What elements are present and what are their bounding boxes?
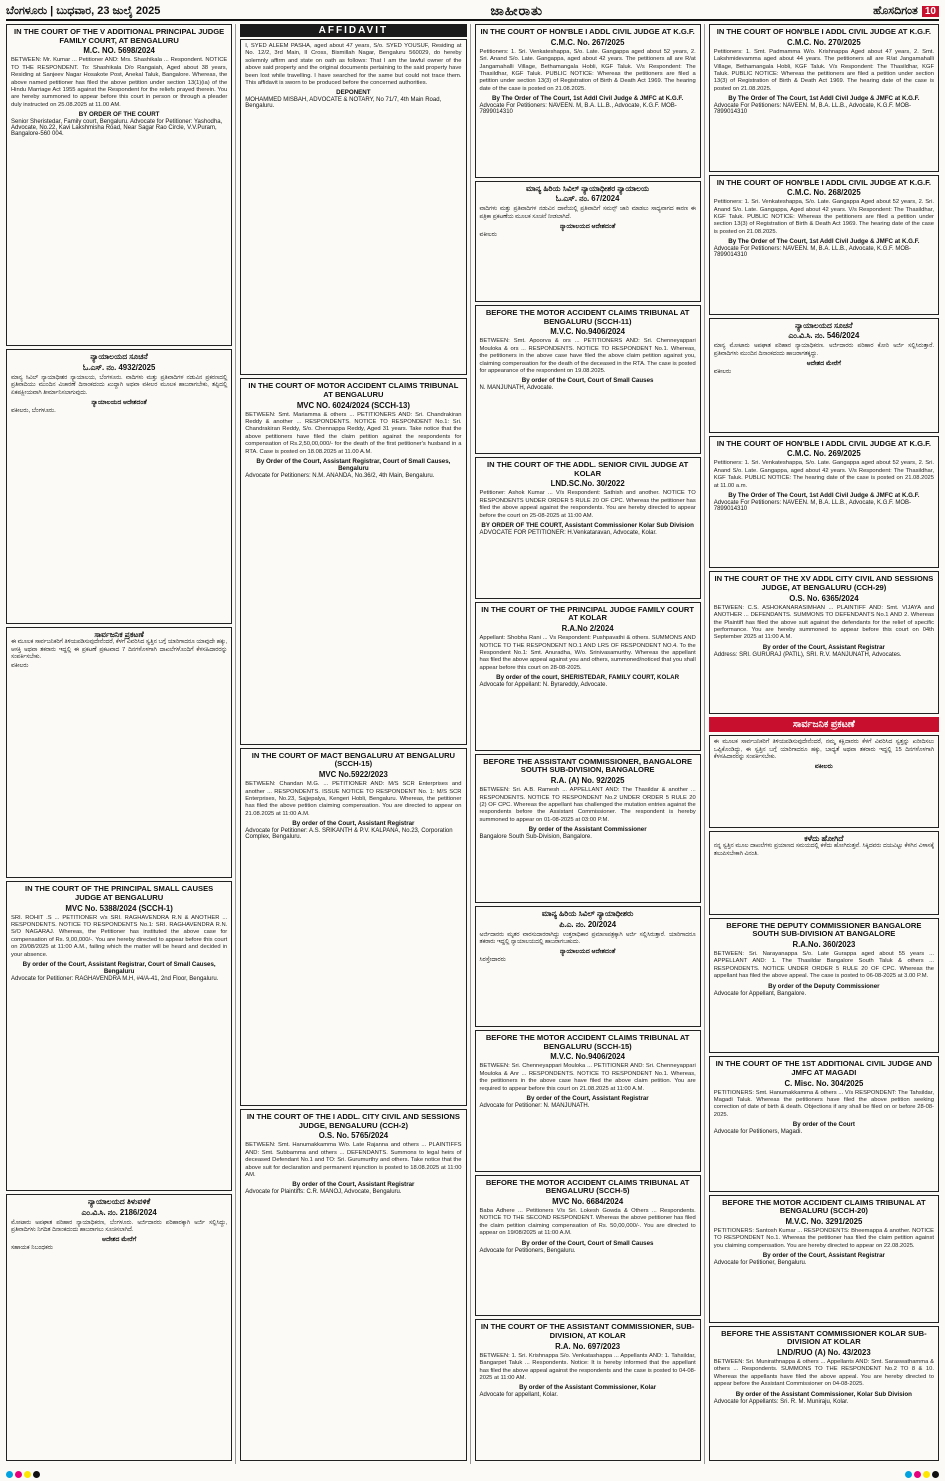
notice-signature: By order of the Assistant Commissioner <box>528 826 647 834</box>
advocate-details: Advocate for Appellant: N. Byrareddy, Advocate. <box>479 682 608 689</box>
notice-signature: By order of the court, SHERISTEDAR, FAMILY COURT, KOLAR <box>496 674 680 682</box>
legal-notice <box>709 24 939 172</box>
advocate-details: ವಕೀಲರು <box>713 369 732 376</box>
cyan-dot <box>905 1471 912 1478</box>
case-number: M.V.C. No.9406/2024 <box>550 327 625 337</box>
notice-heading: IN THE COURT OF MOTOR ACCIDENT CLAIMS TRIBUNAL AT BENGALURU <box>248 381 459 399</box>
notice-signature: By order of the Court, Assistant Registrar <box>292 820 415 828</box>
notice-body: BETWEEN: 1. Sri. Krishnappa S/o. Venkatashappa ... Appellants AND: 1. Tahsildar, Bangarpet Taluk ... Respondents. Notice: It is hereby informed that the appellant has filed the above appeal against the respondents and the case is posted to 04-08-2025 at 11:00 AM. <box>479 1352 696 1381</box>
advocate-details: ಸಿರಸ್ತೇದಾರರು <box>479 957 506 964</box>
notice-signature: By order of the Court, Court of Small Causes <box>521 377 654 385</box>
notice-heading: IN THE COURT OF THE I ADDL. CITY CIVIL AND SESSIONS JUDGE, BENGALURU (CCH-2) <box>246 1111 460 1130</box>
advocate-details: ವಕೀಲರು, ಬೆಂಗಳೂರು. <box>11 407 56 414</box>
legal-notice <box>709 318 939 433</box>
affidavit-band: AFFIDAVIT <box>240 24 466 37</box>
advocate-details: N. MANJUNATH, Advocate. <box>479 385 554 392</box>
notice-heading: IN THE COURT OF THE V ADDITIONAL PRINCIPAL JUDGE FAMILY COURT, AT BENGALURU <box>14 27 225 45</box>
notice-heading: ಸಾರ್ವಜನಿಕ ಪ್ರಕಟಣೆ <box>94 629 144 639</box>
notice-body: PETITIONERS: Santosh Kumar ... RESPONDENTS: Bheemappa & another. NOTICE TO RESPONDENT No.1. Whereas the petitioner has filed the claim petition against you claiming compensation. You are hereby directed to appear on 22.08.2025. <box>713 1227 934 1249</box>
legal-notice <box>475 602 701 751</box>
case-number: C. Misc. No. 304/2025 <box>784 1078 864 1088</box>
notice-body: ಮಾನ್ಯ ಮೋಟಾರು ಅಪಘಾತ ಪರಿಹಾರ ನ್ಯಾಯಾಧಿಕರಣ. ಅರ್ಜಿದಾರರು ಪರಿಹಾರ ಕೋರಿ ಅರ್ಜಿ ಸಲ್ಲಿಸಿರುತ್ತಾರೆ. ಪ್ರತಿವಾದಿಗಳು ಮುಂದಿನ ದಿನಾಂಕದಂದು ಹಾಜರಾಗತಕ್ಕದ್ದು. <box>713 343 934 357</box>
legal-notice <box>709 1326 939 1461</box>
section-band: ಸಾರ್ವಜನಿಕ ಪ್ರಕಟಣೆ <box>709 717 939 732</box>
notice-signature: ಆದೇಶದ ಮೇರೆಗೆ <box>806 360 841 368</box>
advocate-details: ADVOCATE FOR PETITIONER: H.Venkataravan, Advocate, Kolar. <box>479 530 657 537</box>
legal-notice <box>240 1109 466 1461</box>
advocate-details: Advocate for Petitioner, Bengaluru. <box>713 1260 807 1267</box>
legal-notice <box>6 627 232 879</box>
notice-body: I, SYED ALEEM PASHA, aged about 47 years, S/o. SYED YOUSUF, Residing at No. 12/2, 3rd Main, II Cross, Bismillah Nagar, Bengaluru 560029, do hereby solemnly affirm and state on oath as follows: That I am the lawful owner of the above said property and the original documents pertaining to the said property have been lost while travelling. I have searched for the same but could not trace them. This affidavit is sworn to be produced before the concerned authorities. <box>245 43 462 87</box>
case-number: C.M.C. No. 270/2025 <box>787 37 861 47</box>
notice-signature: By order of the Assistant Commissioner, Kolar <box>519 1384 657 1392</box>
legal-notice <box>240 378 466 745</box>
legal-notice <box>709 571 939 714</box>
notice-signature: By order of the Court, Assistant Registrar <box>762 1252 885 1260</box>
advocate-details: Senior Sheristedar, Family court, Bengaluru. Advocate for Petitioner: Yashodha, Advocate, No.22, Kavi Lakshmisha Road, Near Sagar Rao Circle, V.V.Puram, Bangalore-560 004. <box>11 119 223 138</box>
notice-signature: By order of the Court, Assistant Registrar <box>762 643 885 651</box>
advocate-details: Advocate For Petitioners: NAVEEN. M, B.A. LL.B., Advocate, K.G.F. MOB-7899014310 <box>713 246 912 259</box>
case-number: R.A. (A) No. 92/2025 <box>550 776 625 786</box>
case-number: C.M.C. No. 269/2025 <box>787 449 861 459</box>
case-number: M.V.C. No. 3291/2025 <box>785 1216 863 1226</box>
notice-body: ಮೋಟಾರು ಅಪಘಾತ ಪರಿಹಾರ ನ್ಯಾಯಾಧಿಕರಣ, ಬೆಂಗಳೂರು. ಅರ್ಜಿದಾರರು ಪರಿಹಾರಕ್ಕಾಗಿ ಅರ್ಜಿ ಸಲ್ಲಿಸಿದ್ದು, ಪ್ರತಿವಾದಿಗಳು ನಿಗದಿತ ದಿನಾಂಕದಂದು ಹಾಜರಾಗಲು ಸೂಚಿಸಲಾಗಿದೆ. <box>11 1219 228 1233</box>
notice-heading: IN THE COURT OF THE XV ADDL CITY CIVIL AND SESSIONS JUDGE, AT BENGALURU (CCH-29) <box>714 574 934 592</box>
notice-heading: ಮಾನ್ಯ ಹಿರಿಯ ಸಿವಿಲ್ ನ್ಯಾಯಾಧೀಶರ ನ್ಯಾಯಾಲಯ <box>526 183 650 193</box>
notice-heading: IN THE COURT OF THE PRINCIPAL JUDGE FAMILY COURT AT KOLAR <box>481 604 695 623</box>
advocate-details: ಸಹಾಯಕ ನಿಬಂಧಕರು <box>11 1245 53 1252</box>
legal-notice <box>475 1030 701 1172</box>
legal-notice <box>475 1319 701 1461</box>
case-number: O.S. No. 6365/2024 <box>789 593 859 603</box>
legal-notice <box>475 24 701 178</box>
legal-notice <box>475 1175 701 1317</box>
advocate-details: ವಕೀಲರು <box>11 662 29 669</box>
notice-body: BETWEEN: Sri. Narayanappa S/o. Late Gurappa aged about 55 years ... APPELLANT AND: 1. The Thasildar Bangalore South Taluk & others ... RESPONDENTS. NOTICE UNDER ORDER 5 RULE 20 OF CPC. Whereas the appellant has filed the above appeal. The case is posted to 06-08-2025 at 3.00 P.M. <box>713 951 934 980</box>
notice-signature: By order of the Court, Assistant Registrar, Court of Small Causes, Bengaluru <box>22 961 216 976</box>
masthead-paper-name: ಹೊಸದಿಗಂತ <box>873 5 918 17</box>
notice-signature: DEPONENT <box>336 89 371 97</box>
notice-signature: By The Order of The Court, 1st Addl Civil Judge & JMFC at K.G.F. <box>491 95 684 103</box>
case-number: MVC No.5922/2023 <box>318 770 388 780</box>
advocate-details: Advocate For Petitioners: NAVEEN. M, B.A. LL.B., Advocate, K.G.F. MOB-7899014310 <box>713 103 912 116</box>
legal-notice <box>475 906 701 1027</box>
notice-heading: IN THE COURT OF HON'BLE I ADDL CIVIL JUDGE AT K.G.F. <box>480 27 695 36</box>
advocate-details: Advocate for Petitioner: A.S. SRIKANTH & P.V. KALPANA, No.23, Corporation Complex, Bengaluru. <box>245 828 453 841</box>
notice-heading: ನ್ಯಾಯಾಲಯದ ತಿಳುವಳಿಕೆ <box>88 1196 151 1206</box>
advocate-details: Advocate for Plaintiffs: C.R. MANOJ, Advocate, Bengaluru. <box>245 1189 402 1196</box>
case-number: ಓ.ಎಸ್. ನಂ. 4932/2025 <box>82 362 156 372</box>
notice-signature: By Order of the Court, Assistant Registrar, Court of Small Causes, Bengaluru <box>256 458 451 472</box>
advocate-details: ವಕೀಲರು <box>479 232 497 239</box>
case-number: M.V.C. No.9406/2024 <box>550 1052 625 1062</box>
notice-signature: By order of the Assistant Commissioner, Kolar Sub Division <box>735 1390 912 1398</box>
notice-signature: By The Order of The Court, 1st Addl Civil Judge & JMFC at K.G.F. <box>728 491 920 499</box>
legal-notice <box>709 1195 939 1323</box>
case-number: ಎಂ.ವಿ.ಸಿ. ನಂ. 2186/2024 <box>81 1207 157 1217</box>
notice-heading: BEFORE THE ASSISTANT COMMISSIONER KOLAR SUB-DIVISION AT KOLAR <box>721 1328 927 1347</box>
notice-heading: IN THE COURT OF THE PRINCIPAL SMALL CAUSES JUDGE AT BENGALURU <box>25 884 214 902</box>
notice-signature: By The Order of The Court, 1st Addl Civil Judge & JMFC at K.G.F. <box>728 238 920 246</box>
notice-signature: ವಕೀಲರು <box>814 763 833 771</box>
notice-heading: IN THE COURT OF HON'BLE I ADDL CIVIL JUDGE AT K.G.F. <box>716 27 932 36</box>
legal-notice <box>6 1194 232 1461</box>
case-number: ಪಿ.ಎ. ನಂ. 20/2024 <box>559 919 617 929</box>
notice-heading: BEFORE THE MOTOR ACCIDENT CLAIMS TRIBUNAL AT BENGALURU (SCCH-20) <box>722 1197 926 1216</box>
masthead <box>6 4 939 21</box>
advocate-details: Advocate for Petitioners, Magadi. <box>713 1129 803 1136</box>
legal-notice <box>475 305 701 454</box>
notice-heading: BEFORE THE DEPUTY COMMISSIONER BANGALORE SOUTH SUB-DIVISION AT BANGALORE <box>726 920 922 939</box>
case-number: C.M.C. No. 268/2025 <box>787 188 861 198</box>
notice-body: ಅರ್ಜಿದಾರರು ಮೃತರ ವಾರಸುದಾರರಾಗಿದ್ದು ಉತ್ತರಾಧಿಕಾರ ಪ್ರಮಾಣಪತ್ರಕ್ಕಾಗಿ ಅರ್ಜಿ ಸಲ್ಲಿಸಿರುತ್ತಾರೆ. ಯಾರಿಗಾದರೂ ತಕರಾರು ಇದ್ದಲ್ಲಿ ನ್ಯಾಯಾಲಯದಲ್ಲಿ ಹಾಜರಾಗಬಹುದು. <box>479 931 696 945</box>
case-number: ಎಂ.ವಿ.ಸಿ. ನಂ. 546/2024 <box>788 331 860 341</box>
notice-body: Petitioners: 1. Sri. Venkateshappa, S/o. Late. Gangappa aged about 52 years, 2. Sri. Anand S/o. Late. Gangappa, aged about 42 years. V/s Respondent: The Thasildhar, KGF Taluk. PUBLIC NOTICE: The hearing date of the case is posted on 21.08.2025 at 11.00 a.m. <box>713 460 934 489</box>
notice-signature: ನ್ಯಾಯಾಲಯದ ಆದೇಶದಂತೆ <box>91 398 147 406</box>
notice-heading: IN THE COURT OF THE ADDL. SENIOR CIVIL JUDGE AT KOLAR <box>487 459 689 478</box>
case-number: LND/RUO (A) No. 43/2023 <box>777 1347 871 1357</box>
advocate-details: Advocate For Petitioners: NAVEEN. M, B.A. LL.B., Advocate, K.G.F. MOB-7899014310 <box>713 499 912 512</box>
print-registration-bar <box>0 1467 945 1481</box>
notice-body: ವಾದಿಗಳು ಮತ್ತು ಪ್ರತಿವಾದಿಗಳ ನಡುವಿನ ದಾವೆಯಲ್ಲಿ ಪ್ರತಿವಾದಿಗೆ ಸಮನ್ಸ್ ಜಾರಿ ಮಾಡಲು ಸಾಧ್ಯವಾಗದ ಕಾರಣ ಈ ಪತ್ರಿಕಾ ಪ್ರಕಟಣೆಯ ಮೂಲಕ ಸೂಚನೆ ನೀಡಲಾಗಿದೆ. <box>479 206 696 220</box>
case-number: MVC No. 6684/2024 <box>552 1197 624 1207</box>
advocate-details: Advocate for Appellant, Bangalore. <box>713 990 807 997</box>
notice-heading: BEFORE THE MOTOR ACCIDENT CLAIMS TRIBUNAL AT BENGALURU (SCCH-11) <box>485 307 690 326</box>
case-number: MVC No. 5388/2024 (SCCH-1) <box>65 903 173 913</box>
legal-notice <box>709 436 939 569</box>
black-dot <box>33 1471 40 1478</box>
yellow-dot <box>923 1471 930 1478</box>
notice-body: Petitioner: Ashok Kumar ... V/s Respondent: Sathish and another. NOTICE TO RESPONDENTS UNDER ORDER 5 RULE 20 OF CPC. Whereas the petitioner has filed the above appeal against the respondents. You are hereby directed to appear before the court on 25-08-2025 at 11:00 AM. <box>479 490 696 519</box>
notice-signature: By order of the Court, Assistant Registrar <box>292 1181 415 1189</box>
legal-notice <box>240 748 466 1106</box>
advocate-details: Advocate for appellant, Kolar. <box>479 1392 558 1399</box>
advocate-details: Bangalore South Sub-Division, Bangalore. <box>479 834 592 841</box>
notice-heading: IN THE COURT OF THE ASSISTANT COMMISSIONER, SUB-DIVISION, AT KOLAR <box>480 1322 695 1341</box>
notice-signature: By order of the Court, Court of Small Causes <box>521 1239 654 1247</box>
masthead-right <box>873 5 939 18</box>
legal-notice <box>6 349 232 624</box>
masthead-center: ಜಾಹೀರಾತು <box>490 4 543 19</box>
notice-body: BETWEEN: Smt. Hanumakkamma W/o. Late Rajanna and others ... PLAINTIFFS AND: Smt. Subbamma and others ... DEFENDANTS. Summons to legal heirs of deceased Defendant No.1 and TO: Sri. Gurumurthy and others. Take notice that the above suit for declaration and permanent injunction is posted to 18.08.2025 at 11:00 AM. <box>245 1142 462 1178</box>
notice-signature: BY ORDER OF THE COURT, Assistant Commissioner Kolar Sub Division <box>481 522 694 530</box>
magenta-dot <box>914 1471 921 1478</box>
legal-notice <box>709 831 939 915</box>
notice-signature: By order of the Deputy Commissioner <box>768 982 880 990</box>
case-number: M.C. NO. 5698/2024 <box>83 46 155 56</box>
notice-body: Baba Adhere ... Petitioners V/s Sri. Lokesh Gowda & Others ... Respondents. NOTICE TO THE SECOND RESPONDENT. Whereas the above petitioner has filed the claim petition claiming compensation of Rs. 50,00,000/-. You are directed to appear on 19/08/2025 at 11:00 A.M. <box>479 1208 696 1237</box>
black-dot <box>932 1471 939 1478</box>
notice-signature: By order of the Court <box>792 1121 855 1129</box>
legal-notice <box>475 181 701 302</box>
case-number: ಓ.ಎಸ್. ನಂ. 67/2024 <box>555 194 620 204</box>
case-number: MVC NO. 6024/2024 (SCCH-13) <box>296 400 410 410</box>
advocate-details: Advocate for Petitioners: N.M. ANANDA, No.36/2, 4th Main, Bengaluru. <box>245 473 435 479</box>
notice-heading: IN THE COURT OF MACT BENGALURU AT BENGALURU (SCCH-15) <box>251 750 456 769</box>
case-number: LND.SC.No. 30/2022 <box>550 479 625 489</box>
page-number: 10 <box>922 6 939 17</box>
notice-body: BETWEEN: Chandan M.G. ... PETITIONER AND: M/S SCR Enterprises and another ... RESPONDENTS. ISSUE NOTICE TO RESPONDENT No. 1: M/S SCR Enterprises, No.23, Sajjepalya, Kengeri Hobli, Bengaluru. Whereas, the petitioner has filed the above petition claiming compensation. You are directed to appear on 21.08.2025 at 11:00 A.M. <box>245 781 462 817</box>
advocate-details: Advocate for Petitioners, Bengaluru. <box>479 1247 576 1254</box>
legal-notice <box>6 881 232 1191</box>
column-1 <box>6 24 236 1464</box>
notice-heading: ಕಳೆದು ಹೋಗಿದೆ <box>804 833 844 843</box>
notice-heading: BEFORE THE MOTOR ACCIDENT CLAIMS TRIBUNAL AT BENGALURU (SCCH-15) <box>485 1032 690 1051</box>
legal-notice <box>240 39 466 375</box>
notice-heading: ನ್ಯಾಯಾಲಯದ ಸೂಚನೆ <box>795 320 853 330</box>
case-number: C.M.C. No. 267/2025 <box>550 37 625 47</box>
notice-body: Petitioners: 1. Smt. Padmamma W/o. Krishnappa Aged about 47 years, 2. Smt. Lakshmidevamma aged about 44 years. The petitioners all are R/at Jangamahalli Village, Bethamangala Hobli, KGF Taluk. V/s Respondent: The Thasildhar, KGF Taluk. PUBLIC NOTICE: Whereas the petitioners are filed a petition under section 13(3) of Registration of Birth & Death Act 1969. The hearing date of the case is posted on 21.08.2025. <box>713 48 934 92</box>
registration-dots-left <box>6 1471 40 1478</box>
notice-heading: IN THE COURT OF HON'BLE I ADDL CIVIL JUDGE AT K.G.F. <box>716 177 932 187</box>
notice-signature: ನ್ಯಾಯಾಲಯದ ಆದೇಶದಂತೆ <box>559 223 616 231</box>
notice-signature: BY ORDER OF THE COURT <box>78 111 160 119</box>
notice-signature: ನ್ಯಾಯಾಲಯದ ಆದೇಶದಂತೆ <box>559 948 616 956</box>
advocate-details: Advocate For Petitioners: NAVEEN. M, B.A. LL.B., Advocate, K.G.F. MOB-7899014310 <box>479 103 677 116</box>
legal-notice <box>709 918 939 1053</box>
magenta-dot <box>15 1471 22 1478</box>
column-2 <box>240 24 470 1464</box>
notice-body: PETITIONERS: Smt. Hanumakkamma & others ... V/s RESPONDENT: The Tahsildar, Magadi Taluk. Whereas the petitioners have filed the above petition seeking correction of date of birth & death. Objections if any shall be filed on or before 28-08-2025. <box>713 1089 934 1118</box>
yellow-dot <box>24 1471 31 1478</box>
advocate-details: Advocate for Appellants: Sri. R. M. Muniraju, Kolar. <box>713 1398 849 1405</box>
notice-body: ನನ್ನ ಸ್ವತ್ತಿನ ಮೂಲ ದಾಖಲೆಗಳು ಪ್ರಯಾಣದ ಸಮಯದಲ್ಲಿ ಕಳೆದು ಹೋಗಿರುತ್ತವೆ. ಸಿಕ್ಕಿದವರು ದಯವಿಟ್ಟು ಕೆಳಗಿನ ವಿಳಾಸಕ್ಕೆ ತಲುಪಿಸಬೇಕಾಗಿ ವಿನಂತಿ. <box>713 843 934 857</box>
legal-notice <box>475 457 701 599</box>
notice-body: ಈ ಮೂಲಕ ಸಾರ್ವಜನಿಕರಿಗೆ ತಿಳಿಯಪಡಿಸುವುದೇನೆಂದರೆ, ನಮ್ಮ ಕಕ್ಷಿದಾರರು ಕೆಳಗೆ ವಿವರಿಸಿದ ಸ್ವತ್ತನ್ನು ಖರೀದಿಸಲು ಒಪ್ಪಿಕೊಂಡಿದ್ದು, ಈ ಸ್ವತ್ತಿನ ಬಗ್ಗೆ ಯಾರಿಗಾದರೂ ಹಕ್ಕು, ಬಾಧ್ಯತೆ ಅಥವಾ ತಕರಾರು ಇದ್ದಲ್ಲಿ 15 ದಿನಗಳೊಳಗಾಗಿ ಕೆಳಸಹಿದಾರರನ್ನು ಸಂಪರ್ಕಿಸಬೇಕು. <box>713 739 934 760</box>
notice-body: BETWEEN: Sri. Munirathnappa & others ... Appellants AND: Smt. Saraswathamma & others ... Respondents. SUMMONS TO THE RESPONDENT No.2 TO 8 & 10. Whereas the appellants have filed the above appeal. You are hereby directed to appear before the Assistant Commissioner on 04-08-2025. <box>713 1358 934 1388</box>
notice-signature: ಆದೇಶದ ಮೇರೆಗೆ <box>102 1236 137 1244</box>
legal-notice <box>709 735 939 828</box>
notice-body: Petitioners: 1. Sri. Venkateshappa, S/o. Late. Gangappa Aged about 52 years, 2. Sri. Anand S/o. Late. Gangappa, Aged about 42 years. V/s Respondent: The Thasildhar, KGF Taluk. PUBLIC NOTICE: Whereas the petitioners are filed a petition under section 13(3) of Registration of Birth & Death Act 1969. The hearing date of the case is posted on 21.08.2025. <box>713 199 934 235</box>
notice-body: Appellant: Shobha Rani ... Vs Respondent: Pushpavathi & others. SUMMONS AND NOTICE TO THE RESPONDENT NO.1 AND LRS OF RESPONDENT NO.4. To the Respondent No.1: Smt. Anuradha, W/o. Srinivasamurthy. Whereas the appellant has filed the above appeal against you and others, summoned/noticed that you shall appear before this court on 28-08-2025. <box>479 635 696 671</box>
advocate-details: Address: SRI. GURURAJ (PATIL), SRI. R.V. MANJUNATH, Advocates. <box>713 651 902 658</box>
legal-notice <box>709 175 939 315</box>
notice-body: Petitioners: 1. Sri. Venkateshappa, S/o. Late. Gangappa aged about 52 years, 2. Sri. Anand S/o. Late. Gangappa, aged about 42 years. The petitioners all are R/at Jangamahalli Village, Bethamangala Hobli, KGF Taluk. V/s Respondent: The Thasildhar, KGF Taluk. PUBLIC NOTICE: Whereas the petitioners are filed a petition under section 13(3) of Registration of Birth & Death Act 1969. The hearing date of the case is posted on 21.08.2025. <box>479 48 696 92</box>
notice-body: ಮಾನ್ಯ ಸಿವಿಲ್ ನ್ಯಾಯಾಧೀಶರ ನ್ಯಾಯಾಲಯ, ಬೆಂಗಳೂರು. ವಾದಿಗಳು ಮತ್ತು ಪ್ರತಿವಾದಿಗಳ ನಡುವಿನ ಪ್ರಕರಣದಲ್ಲಿ ಪ್ರತಿವಾದಿಯು ಮುಂದಿನ ವಿಚಾರಣೆ ದಿನಾಂಕದಂದು ಖುದ್ದಾಗಿ ಅಥವಾ ವಕೀಲರ ಮೂಲಕ ಹಾಜರಾಗಬೇಕು, ತಪ್ಪಿದಲ್ಲಿ ಏಕಪಕ್ಷೀಯವಾಗಿ ತೀರ್ಮಾನಿಸಲಾಗುವುದು. <box>11 374 228 396</box>
case-number: R.A.No 2/2024 <box>561 624 614 634</box>
registration-dots-right <box>905 1471 939 1478</box>
column-3 <box>475 24 705 1464</box>
notice-body: BETWEEN: Smt. Apoorva & ors ... PETITIONERS AND: Sri. Chenneyappari Mouloka & ors ... RESPONDENTS. NOTICE TO RESPONDENT No.1. Whereas, the petitioners in the above case have filed the above claim petition against you, claiming compensation for the death of the deceased in the RTA. The case is posted for appearance of the respondent on 19.08.2025. <box>479 338 696 374</box>
masthead-left: ಬೆಂಗಳೂರು | ಬುಧವಾರ, 23 ಜುಲೈ 2025 <box>6 5 161 17</box>
notice-body: BETWEEN: Mr. Kumar ... Petitioner AND: Mrs. Shashikala ... Respondent. NOTICE TO THE RESPONDENT. To: Shashikala D/o Rangaiah, Aged about 38 years, Residing at Sanjeev Nagar Hosakote Post, Anekal Taluk, Bangalore. Whereas, the above named petitioner has filed the above petition under section 13(1)(ia) of the Hindu Marriage Act 1955 against the Respondent for the reliefs prayed therein. You are hereby summoned to appear before this court in person or through a pleader duly instructed on 25.08.2025 at 11.00 AM. <box>11 57 228 108</box>
advocate-details: Advocate for Petitioner: RAGHAVENDRA M.H, #4/A-41, 2nd Floor, Bengaluru. <box>11 976 219 983</box>
notice-body: SRI. ROHIT .S ... PETITIONER v/s SRI. RAGHAVENDRA R.N & ANOTHER ... RESPONDENTS. NOTICE TO RESPONDENTS No.1: SRI. RAGHAVENDRA R.N. S/O NAGARAJ. Whereas, the Petitioner has instituted the above case for compensation of Rs. 9,00,000/-. You are hereby directed to appear before this court on 20/08/2025 at 11:00 A.M., failing which the matter will be heard and decided in your absence. <box>11 914 228 958</box>
notice-body: BETWEEN: Smt. Mariamma & others ... PETITIONERS AND: Sri. Chandrakiran Reddy & another ... RESPONDENTS. NOTICE TO RESPONDENT No.1: Sri. Chandrakiran Reddy, S/o. Chennappa Reddy, Aged 31 years. Take notice that the above petitioners have filed the claim petition against the respondents for compensation of Rs.2,50,00,000/- for the death of the first petitioner's husband in a RTA. Case is posted on 18.08.2025 at 11.00 A.M. <box>245 411 462 455</box>
legal-notice <box>709 1056 939 1191</box>
cyan-dot <box>6 1471 13 1478</box>
case-number: O.S. No. 5765/2024 <box>318 1131 389 1141</box>
notice-signature: By The Order of The Court, 1st Addl Civil Judge & JMFC at K.G.F. <box>728 95 920 103</box>
notice-grid <box>6 24 939 1464</box>
notice-body: ಈ ಮೂಲಕ ಸಾರ್ವಜನಿಕರಿಗೆ ತಿಳಿಯಪಡಿಸುವುದೇನೆಂದರೆ, ಕೆಳಗೆ ವಿವರಿಸಿದ ಸ್ವತ್ತಿನ ಬಗ್ಗೆ ಯಾರಿಗಾದರೂ ಯಾವುದೇ ಹಕ್ಕು, ಆಸಕ್ತಿ ಅಥವಾ ತಕರಾರು ಇದ್ದಲ್ಲಿ ಈ ಪ್ರಕಟಣೆ ಪ್ರಕಟವಾದ 7 ದಿನಗಳೊಳಗಾಗಿ ದಾಖಲೆಗಳೊಂದಿಗೆ ಕೆಳಸಹಿದಾರರನ್ನು ಸಂಪರ್ಕಿಸಬೇಕು. <box>11 639 228 661</box>
notice-signature: By order of the Court, Assistant Registrar <box>526 1095 649 1103</box>
notice-heading: ಮಾನ್ಯ ಹಿರಿಯ ಸಿವಿಲ್ ನ್ಯಾಯಾಧೀಶರು <box>541 908 634 918</box>
notice-heading: IN THE COURT OF THE 1ST ADDITIONAL CIVIL JUDGE AND JMFC AT MAGADI <box>715 1059 933 1077</box>
notice-body: BETWEEN: Sri. A.B. Ramesh ... APPELLANT AND: The Thasildar & another ... RESPONDENTS. NOTICE TO RESPONDENT No.2 UNDER ORDER 5 RULE 20 (2) OF CPC. Whereas the appellant has challenged the mutation entries against the respondents before the Assistant Commissioner. The respondent is hereby summoned to appear on 01-08-2025 at 03:00 P.M. <box>479 787 696 823</box>
notice-heading: BEFORE THE ASSISTANT COMMISSIONER, BANGALORE SOUTH SUB-DIVISION, BANGALORE <box>483 756 693 775</box>
legal-notice <box>6 24 232 346</box>
case-number: R.A. No. 697/2023 <box>555 1341 621 1351</box>
column-4 <box>709 24 939 1464</box>
case-number: R.A.No. 360/2023 <box>792 940 856 950</box>
notice-body: BETWEEN: C.S. ASHOKANARASIMHAN ... PLAINTIFF AND: Smt. VIJAYA and ANOTHER ... DEFENDANTS. SUMMONS TO DEFENDANTS No.1 AND 2. Whereas the Plaintiff has filed the above suit against the defendants for the relief of specific performance. You are hereby summoned to appear before this court on 04th September 2025 at 11:00 A.M. <box>713 604 934 641</box>
advocate-details: Advocate for Petitioner: N. MANJUNATH. <box>479 1103 590 1110</box>
notice-heading: BEFORE THE MOTOR ACCIDENT CLAIMS TRIBUNAL AT BENGALURU (SCCH-5) <box>485 1177 690 1196</box>
advocate-details: MOHAMMED MISBAH, ADVOCATE & NOTARY, No 71/7, 4th Main Road, Bengaluru. <box>245 97 442 110</box>
notice-heading: IN THE COURT OF HON'BLE I ADDL CIVIL JUDGE AT K.G.F. <box>716 438 932 448</box>
legal-notice <box>475 754 701 903</box>
notice-body: BETWEEN: Sri. Chenneyappari Mouloka ... PETITIONER AND: Sri. Chenneyappari Mouloka & Anr ... RESPONDENTS. NOTICE TO RESPONDENT No.1. Whereas, the petitioners in the above case have filed the above claim petition. You are required to appear before this court on 21.08.2025 at 11:00 A.M. <box>479 1063 696 1092</box>
notice-heading: ನ್ಯಾಯಾಲಯದ ಸೂಚನೆ <box>90 351 148 361</box>
